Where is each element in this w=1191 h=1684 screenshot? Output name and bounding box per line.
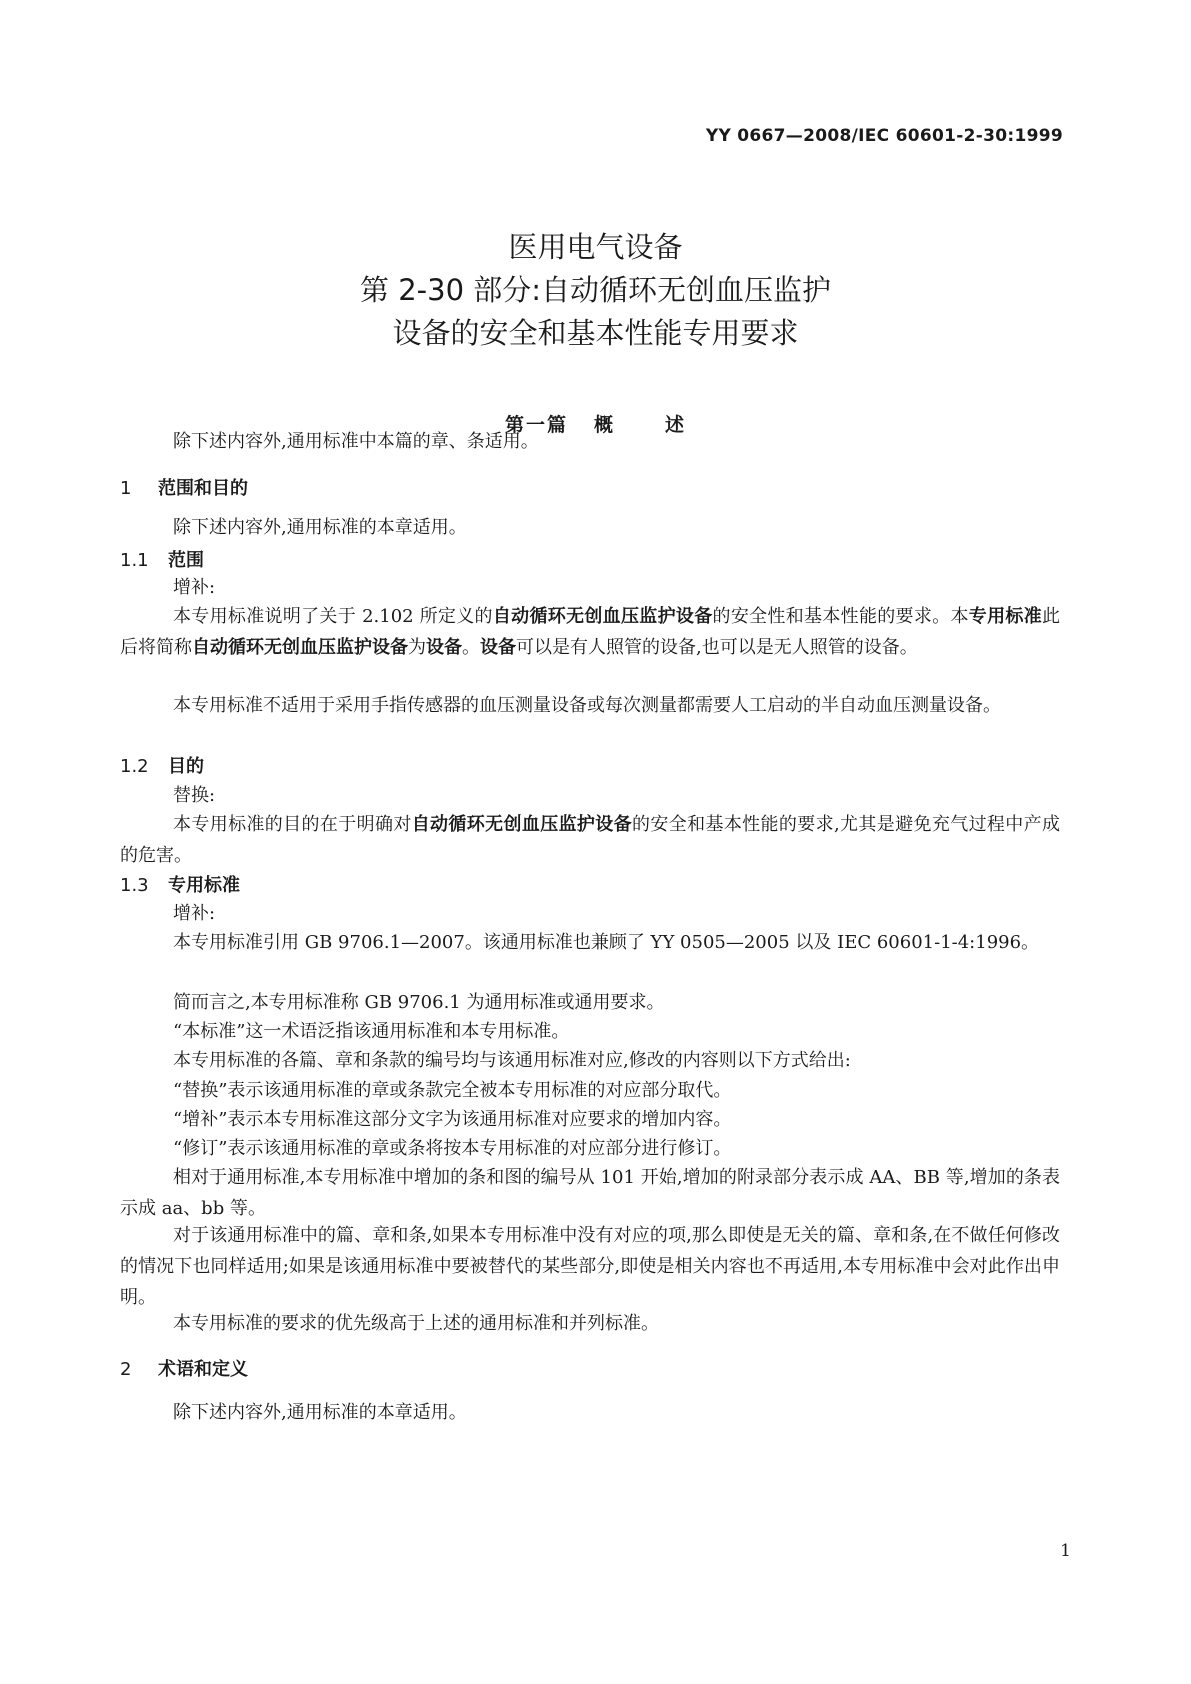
section-1-3-paragraph: 简而言之,本专用标准称 GB 9706.1 为通用标准或通用要求。 xyxy=(173,992,665,1013)
section-1-3-label: 增补: xyxy=(173,903,216,924)
section-title: 专用标准 xyxy=(168,875,240,896)
page-number: 1 xyxy=(1060,1541,1071,1561)
section-1-3-paragraph: 本专用标准引用 GB 9706.1—2007。该通用标准也兼顾了 YY 0505—2005 以及 IEC 60601-1-4:1996。 xyxy=(173,932,1040,953)
section-number: 1 xyxy=(120,478,132,499)
term-text: 自动循环无创血压监护设备 xyxy=(411,814,633,835)
section-number: 1.2 xyxy=(120,756,149,777)
term-text: 设备 xyxy=(426,637,462,658)
section-1-3-paragraph: “增补”表示本专用标准这部分文字为该通用标准对应要求的增加内容。 xyxy=(173,1109,732,1130)
title-line-3: 设备的安全和基本性能专用要求 xyxy=(392,316,799,350)
part-heading-word-1: 第一篇 xyxy=(504,414,568,436)
section-number: 2 xyxy=(120,1359,132,1380)
section-1-3-paragraph: “替换”表示该通用标准的章或条款完全被本专用标准的对应部分取代。 xyxy=(173,1080,732,1101)
section-title: 术语和定义 xyxy=(158,1359,248,1380)
section-1-2-heading xyxy=(120,752,204,778)
term-text: 自动循环无创血压监护设备 xyxy=(192,637,408,658)
section-2-paragraph: 除下述内容外,通用标准的本章适用。 xyxy=(173,1402,467,1423)
section-1-1-paragraph-a xyxy=(120,601,1060,663)
text-run: 为 xyxy=(408,637,426,658)
section-1-3-paragraph: 相对于通用标准,本专用标准中增加的条和图的编号从 101 开始,增加的附录部分表示成 AA、BB 等,增加的条表示成 aa、bb 等。 xyxy=(120,1167,1060,1219)
text-run: 可以是有人照管的设备,也可以是无人照管的设备。 xyxy=(516,637,918,658)
section-1-3-paragraph: 对于该通用标准中的篇、章和条,如果本专用标准中没有对应的项,那么即使是无关的篇、章和条,在不做任何修改的情况下也同样适用;如果是该通用标准中要被替代的某些部分,即使是相关内容也不再适用,本专用标准中会对此作出申明。 xyxy=(120,1225,1060,1308)
section-number: 1.1 xyxy=(120,550,149,571)
section-1-2-paragraph xyxy=(120,809,1060,871)
title-line-1: 医用电气设备 xyxy=(508,230,683,264)
section-1-1-label: 增补: xyxy=(173,577,216,598)
part-heading-word-3: 述 xyxy=(665,414,687,436)
section-1-3-paragraph: 本专用标准的各篇、章和条款的编号均与该通用标准对应,修改的内容则以下方式给出: xyxy=(173,1050,851,1071)
text-run: 本专用标准说明了关于 2.102 所定义的 xyxy=(173,606,493,627)
title-line-2: 第 2-30 部分:自动循环无创血压监护 xyxy=(359,273,832,307)
standard-code: YY 0667—2008/IEC 60601-2-30:1999 xyxy=(705,126,1063,146)
section-1-3-heading xyxy=(120,871,240,897)
section-1-3-paragraph: “本标准”这一术语泛指该通用标准和本专用标准。 xyxy=(173,1021,570,1042)
text-run: 的安全和基本性能的要求,尤其是避免充气过程中产成的危害。 xyxy=(120,814,1061,866)
section-number: 1.3 xyxy=(120,875,149,896)
text-run: 的安全性和基本性能的要求。本 xyxy=(712,606,969,627)
section-1-3-paragraph: “修订”表示该通用标准的章或条将按本专用标准的对应部分进行修订。 xyxy=(173,1138,732,1159)
section-1-1-paragraph-b: 本专用标准不适用于采用手指传感器的血压测量设备或每次测量都需要人工启动的半自动血压测量设备。 xyxy=(173,695,1001,716)
section-1-heading xyxy=(120,474,248,500)
term-text: 专用标准 xyxy=(968,606,1042,627)
intro-paragraph: 除下述内容外,通用标准中本篇的章、条适用。 xyxy=(173,431,539,452)
term-text: 设备 xyxy=(480,637,516,658)
part-heading-word-2: 概 xyxy=(593,414,615,436)
section-title: 目的 xyxy=(168,756,204,777)
text-run: 此后将简称 xyxy=(120,606,1060,658)
section-1-paragraph: 除下述内容外,通用标准的本章适用。 xyxy=(173,517,467,538)
section-title: 范围和目的 xyxy=(158,478,248,499)
text-run: 本专用标准的目的在于明确对 xyxy=(173,814,412,835)
term-text: 自动循环无创血压监护设备 xyxy=(492,606,713,627)
section-1-3-paragraph: 本专用标准的要求的优先级高于上述的通用标准和并列标准。 xyxy=(173,1313,659,1334)
section-2-heading xyxy=(120,1355,248,1381)
section-1-2-label: 替换: xyxy=(173,785,216,806)
section-title: 范围 xyxy=(168,550,204,571)
section-1-1-heading xyxy=(120,546,204,572)
text-run: 。 xyxy=(462,637,480,658)
